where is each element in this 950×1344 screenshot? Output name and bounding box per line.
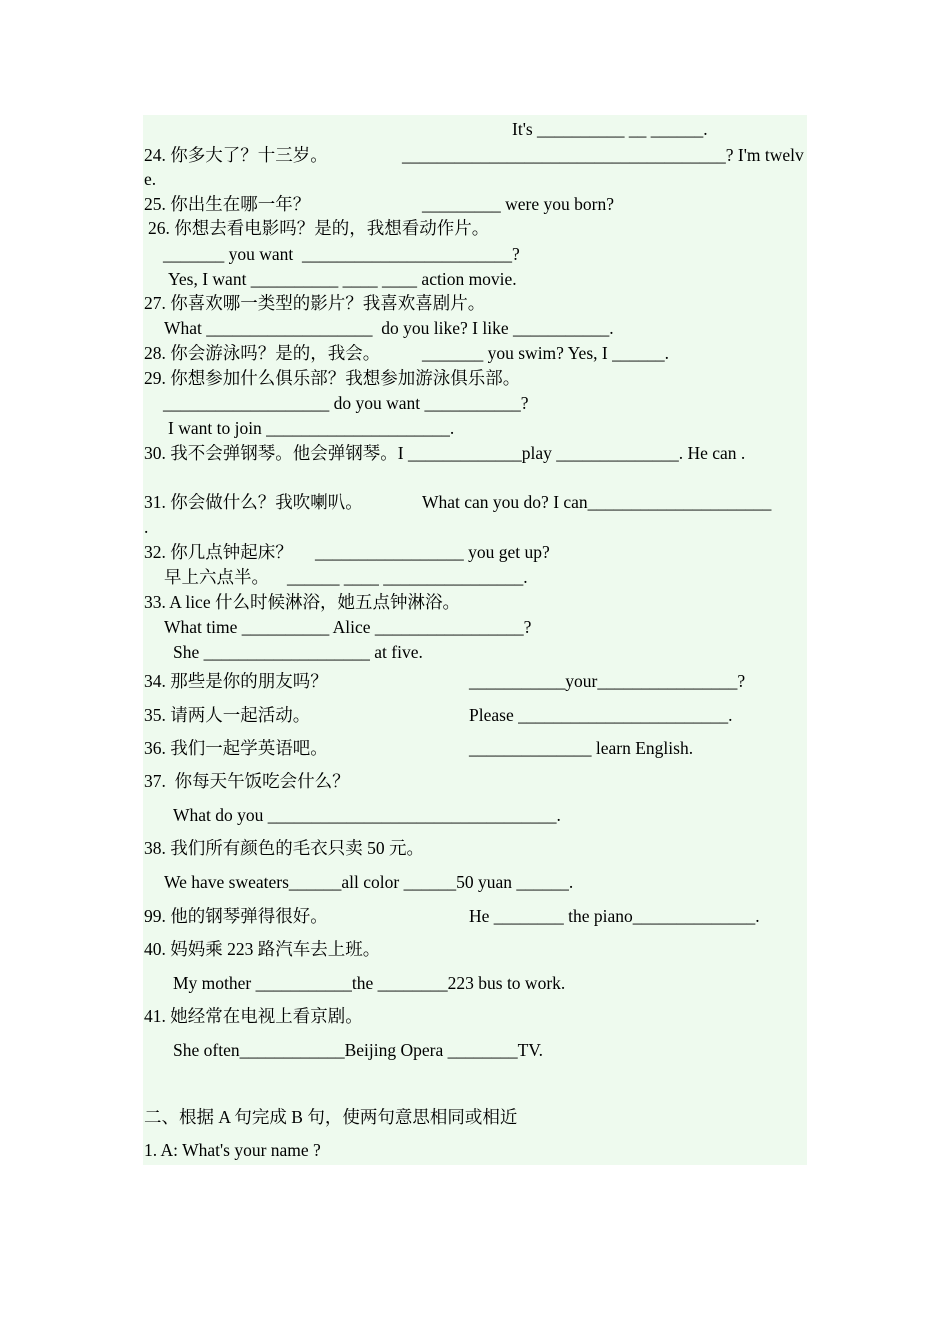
line-q35-english: Please ________________________. [469, 705, 733, 725]
line-q40-english: My mother ___________the ________223 bus to work. [173, 973, 566, 993]
line-q23-answer: It's __________ __ ______. [512, 119, 708, 139]
line-q32-chinese-answer: 早上六点半。 [164, 567, 269, 587]
line-q27-english: What ___________________ do you like? I like ___________. [164, 318, 614, 338]
section-heading: 二、根据 A 句完成 B 句，使两句意思相同或相近 [144, 1107, 518, 1127]
line-q32-question: _________________ you get up? [315, 542, 550, 562]
line-q39-english: He ________ the piano______________. [469, 906, 760, 926]
line-q34-english: ___________your________________? [469, 671, 746, 691]
line-q37-english: What do you _________________________________. [173, 805, 561, 825]
line-q26-chinese: 26. 你想去看电影吗？是的，我想看动作片。 [148, 218, 490, 238]
line-q29-question: ___________________ do you want ___________? [163, 393, 529, 413]
line-q28-english: _______ you swim? Yes, I ______. [422, 343, 669, 363]
line-q32-chinese: 32. 你几点钟起床？ [144, 542, 293, 562]
line-s2-q1: 1. A: What's your name ? [144, 1140, 321, 1160]
line-q29-answer: I want to join _____________________. [168, 418, 455, 438]
line-q24-wrap: e. [144, 169, 157, 189]
line-q29-chinese: 29. 你想参加什么俱乐部？我想参加游泳俱乐部。 [144, 368, 521, 388]
line-q31-english: What can you do? I can_____________________ [422, 492, 772, 512]
line-q41-english: She often____________Beijing Opera ________TV. [173, 1040, 544, 1060]
line-q32-answer: ______ ____ ________________. [287, 567, 528, 587]
line-q36-english: ______________ learn English. [469, 738, 694, 758]
line-q41-chinese: 41. 她经常在电视上看京剧。 [144, 1006, 363, 1026]
line-q37-chinese: 37. 你每天午饭吃会什么？ [144, 771, 350, 791]
line-q40-chinese: 40. 妈妈乘 223 路汽车去上班。 [144, 939, 381, 959]
line-q33-question: What time __________ Alice _________________? [164, 617, 532, 637]
line-q31-chinese: 31. 你会做什么？我吹喇叭。 [144, 492, 363, 512]
line-q36-chinese: 36. 我们一起学英语吧。 [144, 738, 328, 758]
line-q35-chinese: 35. 请两人一起活动。 [144, 705, 311, 725]
line-q33-chinese: 33. A lice 什么时候淋浴，她五点钟淋浴。 [144, 592, 460, 612]
line-q38-english: We have sweaters______all color ______50 yuan ______. [164, 872, 574, 892]
line-q27-chinese: 27. 你喜欢哪一类型的影片？我喜欢喜剧片。 [144, 293, 486, 313]
line-q25-chinese: 25. 你出生在哪一年？ [144, 194, 311, 214]
line-q26-question: _______ you want ________________________? [163, 244, 520, 264]
line-q25-english: _________ were you born? [422, 194, 614, 214]
line-q24-chinese: 24. 你多大了？十三岁。 [144, 145, 328, 165]
line-q34-chinese: 34. 那些是你的朋友吗？ [144, 671, 328, 691]
line-q24-english: _____________________________________? I'm twelv [402, 145, 804, 165]
line-q31-wrap: . [144, 517, 149, 537]
line-q39-chinese: 99. 他的钢琴弹得很好。 [144, 906, 328, 926]
line-q30: 30. 我不会弹钢琴。他会弹钢琴。I _____________play ______________. He can . [144, 443, 746, 463]
line-q38-chinese: 38. 我们所有颜色的毛衣只卖 50 元。 [144, 838, 424, 858]
line-q26-answer: Yes, I want __________ ____ ____ action movie. [168, 269, 517, 289]
line-q28-chinese: 28. 你会游泳吗？是的，我会。 [144, 343, 381, 363]
line-q33-answer: She ___________________ at five. [173, 642, 423, 662]
